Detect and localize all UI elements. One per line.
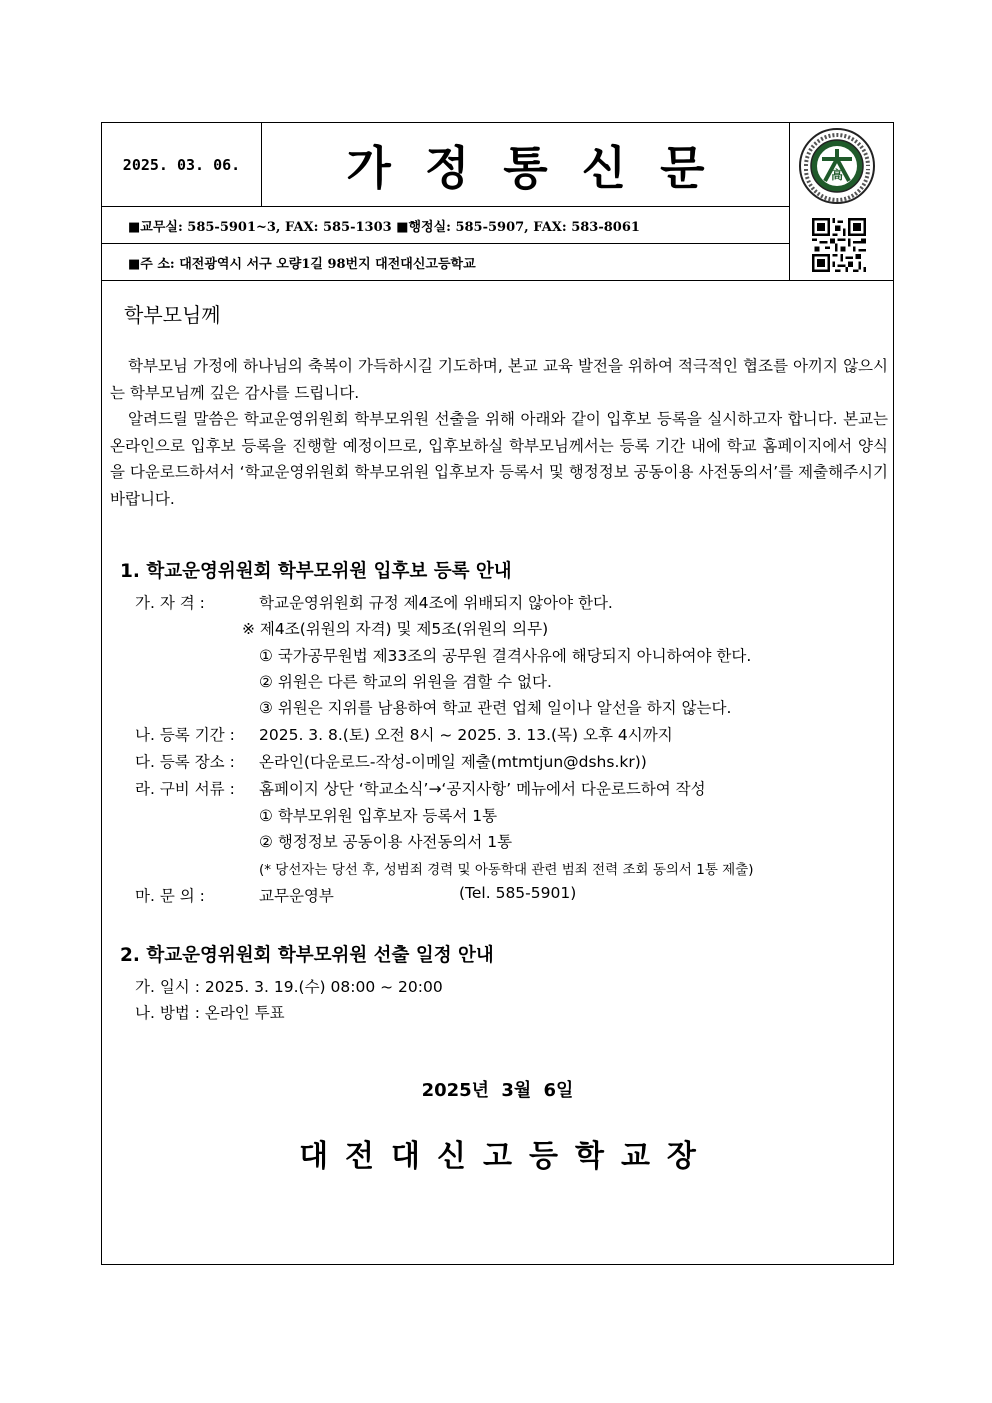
docs-item: ① 학부모위원 입후보자 등록서 1통 xyxy=(259,807,498,825)
rule-item: ① 국가공무원법 제33조의 공무원 결격사유에 해당되지 아니하여야 한다. xyxy=(259,647,752,665)
section-2-title: 2. 학교운영위원회 학부모위원 선출 일정 안내 xyxy=(120,945,494,966)
schedule-date: 가. 일시 : 2025. 3. 19.(수) 08:00 ~ 20:00 xyxy=(135,978,443,996)
greeting: 학부모님께 xyxy=(124,303,221,327)
qualification-text: 학교운영위원회 규정 제4조에 위배되지 않아야 한다. xyxy=(259,594,613,612)
notice-date: 2025. 03. 06. xyxy=(102,123,262,206)
qualification-label: 가. 자 격 : xyxy=(135,594,205,612)
contact-info: ■교무실: 585-5901~3, FAX: 585-1303 ■행정실: 585-5907, FAX: 583-8061 xyxy=(102,206,790,244)
page-title: 가정통신문 xyxy=(262,123,790,206)
signer-name: 대전대신고등학교장 xyxy=(299,1139,713,1174)
contact-tel: (Tel. 585-5901) xyxy=(459,884,577,902)
docs-item: ② 행정정보 공동이용 사전동의서 1통 xyxy=(259,833,513,851)
section-1-title: 1. 학교운영위원회 학부모위원 입후보 등록 안내 xyxy=(120,561,512,582)
contact-label: 마. 문 의 : xyxy=(135,887,205,905)
schedule-method: 나. 방법 : 온라인 투표 xyxy=(135,1004,285,1022)
rule-item: ③ 위원은 지위를 남용하여 학교 관련 업체 일이나 알선을 하지 않는다. xyxy=(259,699,732,717)
docs-text: 홈페이지 상단 ‘학교소식’→‘공지사항’ 메뉴에서 다운로드하여 작성 xyxy=(259,780,706,798)
period-label: 나. 등록 기간 : xyxy=(135,726,235,744)
rule-item: ② 위원은 다른 학교의 위원을 겸할 수 없다. xyxy=(259,673,552,691)
docs-note: (* 당선자는 당선 후, 성범죄 경력 및 아동학대 관련 범죄 전력 조회 동의서 1통 제출) xyxy=(259,862,754,878)
qualification-note: ※ 제4조(위원의 자격) 및 제5조(위원의 의무) xyxy=(242,620,549,638)
period-text: 2025. 3. 8.(토) 오전 8시 ~ 2025. 3. 13.(목) 오후 4시까지 xyxy=(259,726,673,744)
paragraph-1: 학부모님 가정에 하나님의 축복이 가득하시길 기도하며, 본교 교육 발전을 위하여 적극적인 협조를 아끼지 않으시는 학부모님께 깊은 감사를 드립니다. xyxy=(110,357,888,402)
logo-text: 高 xyxy=(830,168,844,182)
qr-code-icon xyxy=(812,218,866,272)
notice-frame xyxy=(101,122,894,1265)
place-text: 온라인(다운로드-작성-이메일 제출(mtmtjun@dshs.kr)) xyxy=(259,753,647,771)
docs-label: 라. 구비 서류 : xyxy=(135,780,235,798)
paragraph-2: 알려드릴 말씀은 학교운영위원회 학부모위원 선출을 위해 아래와 같이 입후보 등록을 실시하고자 합니다. 본교는 온라인으로 입후보 등록을 진행할 예정이므로, 입후보하실 학부모님께서는 등록 기간 내에 학교 홈페이지에서 양식을 다운로드하셔서 ‘학교운영위원회 학부모위원 입후보자 등록서 및 행정정보 공동이용 사전동의서’를 제출해주시기 바랍니다. xyxy=(110,410,888,508)
address-info: ■주 소: 대전광역시 서구 오량1길 98번지 대전대신고등학교 xyxy=(102,244,790,280)
school-logo-icon xyxy=(798,127,876,205)
contact-dept: 교무운영부 xyxy=(259,887,334,905)
place-label: 다. 등록 장소 : xyxy=(135,753,235,771)
signature-date: 2025년 3월 6일 xyxy=(421,1080,574,1101)
